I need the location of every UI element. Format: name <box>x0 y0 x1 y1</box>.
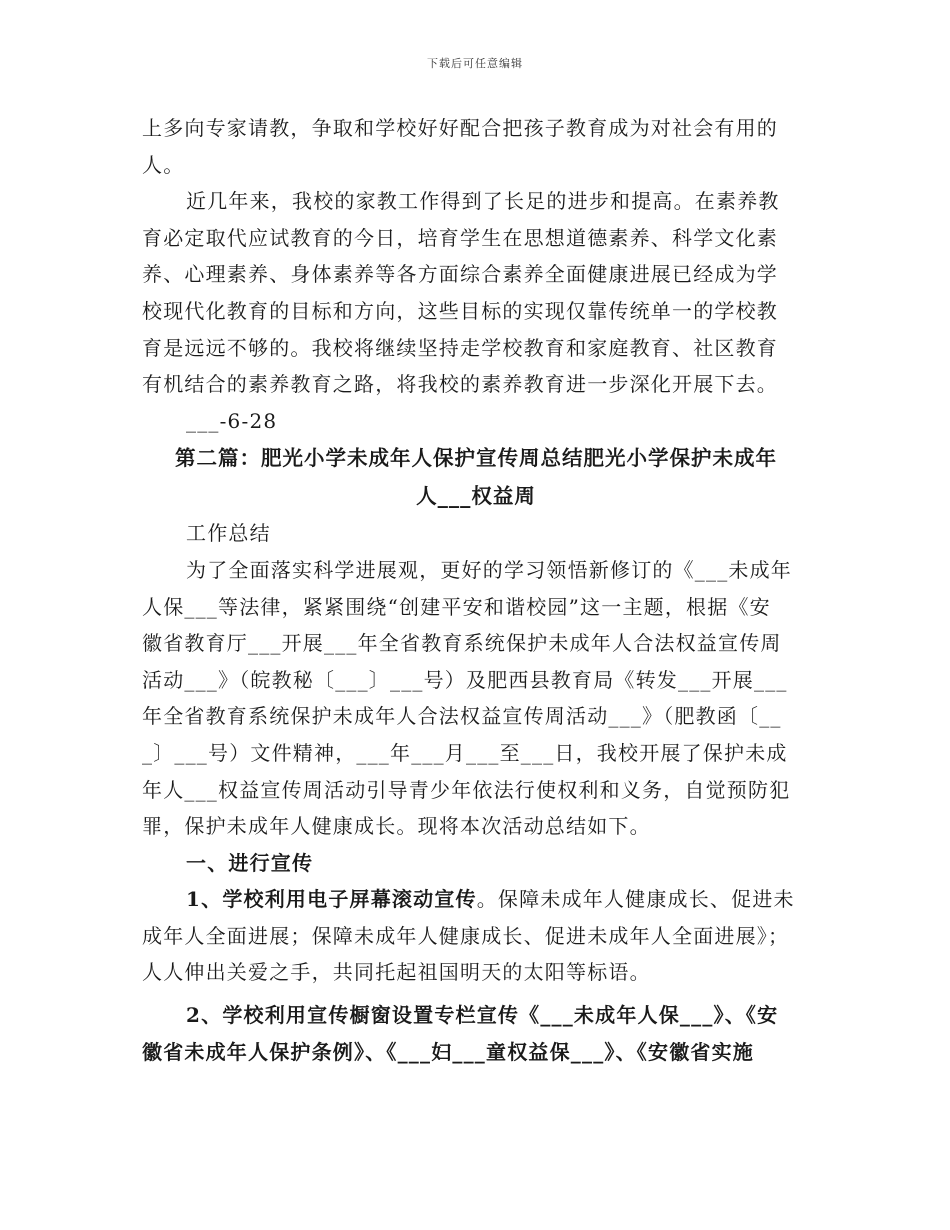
item-2-line: 2、学校利用宣传橱窗设置专栏宣传《___未成年人保___》、《安 <box>186 1003 779 1028</box>
item-1-line <box>142 881 810 918</box>
text-line: 徽省教育厅___开展___年全省教育系统保护未成年人合法权益宣传周 <box>142 631 782 656</box>
item-1-text: 。保障未成年人健康成长、促进未 <box>476 887 795 912</box>
text-line: 校现代化教育的目标和方向，这些目标的实现仅靠传统单一的学校教 <box>142 298 778 323</box>
item-1-heading: 1、学校利用电子屏幕滚动宣传 <box>186 887 477 912</box>
text-line: 上多向专家请教，争取和学校好好配合把孩子教育成为对社会有用的 <box>142 116 778 140</box>
text-line: 活动___》（皖教秘〔___〕___号）及肥西县教育局《转发___开展___ <box>142 667 788 692</box>
text-line: 年人___权益宣传周活动引导青少年依法行使权利和义务，自觉预防犯 <box>142 777 791 802</box>
date-line: ___-6-28 <box>186 408 278 433</box>
text-line: 育是远远不够的。我校将继续坚持走学校教育和家庭教育、社区教育 <box>142 335 778 360</box>
text-line: 为了全面落实科学进展观，更好的学习领悟新修订的《___未成年 <box>186 557 792 582</box>
page-header: 下载后可任意编辑 <box>427 57 523 70</box>
section-title: 第二篇：肥光小学未成年人保护宣传周总结肥光小学保护未成年 <box>175 446 777 471</box>
text-line: 育必定取代应试教育的今日，培育学生在思想道德素养、科学文化素 <box>142 225 778 250</box>
text-line: 人保___等法律，紧紧围绕“创建平安和谐校园”这一主题，根据《安 <box>142 594 771 619</box>
text-line: 养、心理素养、身体素养等各方面综合素养全面健康进展已经成为学 <box>142 262 778 287</box>
document-body <box>142 110 810 1070</box>
text-line: 近几年来，我校的家教工作得到了长足的进步和提高。在素养教 <box>186 189 780 214</box>
subtitle: 工作总结 <box>186 521 271 546</box>
section-title: 人___权益周 <box>416 484 536 509</box>
item-2-line: 徽省未成年人保护条例》、《___妇___童权益保___》、《安徽省实施 <box>142 1039 754 1064</box>
text-line: 人。 <box>142 152 185 177</box>
text-line: 成年人全面进展；保障未成年人健康成长、促进未成年人全面进展》； <box>142 923 790 948</box>
section-heading: 一、进行宣传 <box>186 850 314 875</box>
text-line: 罪，保护未成年人健康成长。现将本次活动总结如下。 <box>142 814 651 839</box>
text-line: 人人伸出关爱之手，共同托起祖国明天的太阳等标语。 <box>142 960 651 985</box>
text-line: _〕___号）文件精神，___年___月___至___日，我校开展了保护未成 <box>142 740 788 765</box>
text-line: 年全省教育系统保护未成年人合法权益宣传周活动___》（肥教函〔__ <box>142 704 782 729</box>
text-line: 有机结合的素养教育之路，将我校的素养教育进一步深化开展下去。 <box>142 372 778 397</box>
